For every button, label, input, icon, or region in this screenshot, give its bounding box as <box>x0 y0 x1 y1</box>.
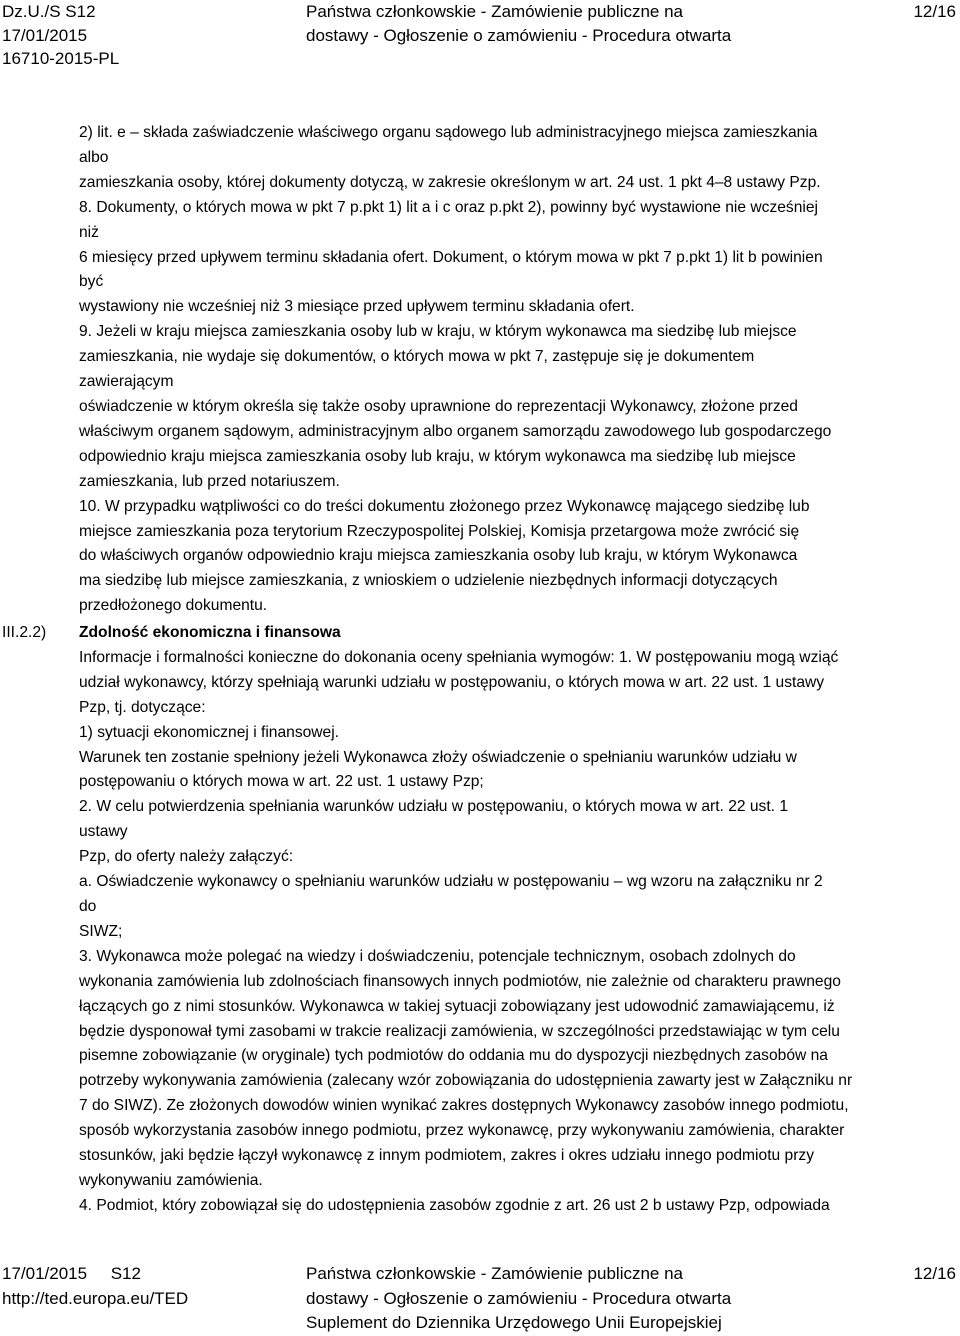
text-line: będzie dysponował tymi zasobami w trakcie realizacji zamówienia, w szczególności przedstawiając w tym celu <box>79 1022 840 1040</box>
text-line: niż <box>79 223 99 241</box>
header-notice-id: 16710-2015-PL <box>2 49 120 68</box>
text-line: zawierającym <box>79 373 174 391</box>
text-line: 9. Jeżeli w kraju miejsca zamieszkania osoby lub w kraju, w którym wykonawca ma siedzibę lub miejsce <box>79 323 797 341</box>
text-line: 2) lit. e – składa zaświadczenie właściwego organu sądowego lub administracyjnego miejsca zamieszkania <box>79 124 818 141</box>
text-line: Pzp, tj. dotyczące: <box>79 698 206 716</box>
footer-title-line-1: Państwa członkowskie - Zamówienie publiczne na <box>306 1264 684 1283</box>
text-line: stosunków, jaki będzie łączył wykonawcę z innym podmiotem, zakres i okres udziału innego podmiotu przy <box>79 1147 814 1165</box>
text-line: właściwym organem sądowym, administracyjnym albo organem samorządu zawodowego lub gospodarczego <box>79 422 832 440</box>
section-continued-body <box>79 121 957 619</box>
header-center <box>306 0 732 47</box>
header-journal-ref: Dz.U./S S12 <box>2 2 96 21</box>
text-line: 8. Dokumenty, o których mowa w pkt 7 p.pkt 1) lit a i c oraz p.pkt 2), powinny być wystawione nie wcześniej <box>79 198 818 216</box>
footer-right <box>913 1262 956 1287</box>
text-line: 1) sytuacji ekonomicznej i finansowej. <box>79 723 340 741</box>
page-header <box>0 0 960 72</box>
text-line: łączących go z nimi stosunków. Wykonawca w takiej sytuacji zobowiązany jest udowodnić zamawiającemu, iż <box>79 997 835 1015</box>
footer-title-line-2: dostawy - Ogłoszenie o zamówieniu - Procedura otwarta <box>306 1288 732 1308</box>
text-line: postępowaniu o których mowa w art. 22 ust. 1 ustawy Pzp; <box>79 773 484 791</box>
header-right <box>913 0 956 24</box>
text-line: potrzeby wykonywania zamówienia (zalecany wzór zobowiązania do udostępnienia zawarty jest w Załączniku nr <box>79 1072 853 1090</box>
footer-left <box>2 1262 188 1311</box>
footer-page-number: 12/16 <box>913 1264 956 1283</box>
section-iii-2-2-body <box>79 621 957 1219</box>
footer-center <box>306 1262 732 1336</box>
text-line: wykonywaniu zamówienia. <box>79 1171 263 1189</box>
text-line: wykonania zamówienia lub zdolnościach finansowych innych podmiotów, nie zależnie od charakteru prawnego <box>79 972 841 990</box>
text-line: do właściwych organów odpowiednio kraju miejsca zamieszkania osoby lub kraju, w którym Wykonawca <box>79 547 798 565</box>
text-line: Pzp, do oferty należy załączyć: <box>79 848 294 866</box>
header-title-line-1: Państwa członkowskie - Zamówienie publiczne na <box>306 2 684 21</box>
text-line: pisemne zobowiązanie (w oryginale) tych podmiotów do oddania mu do dyspozycji niezbędnych zasobów na <box>79 1047 828 1065</box>
text-line: zamieszkania, nie wydaje się dokumentów, o których mowa w pkt 7, zastępuje się je dokumentem <box>79 348 755 366</box>
footer-supplement: Suplement do Dziennika Urzędowego Unii Europejskiej <box>306 1313 722 1332</box>
text-line: Informacje i formalności konieczne do dokonania oceny spełniania wymogów: 1. W postępowaniu mogą wziąć <box>79 648 839 666</box>
text-line: odpowiednio kraju miejsca zamieszkania osoby lub kraju, w którym wykonawca ma siedzibę lub miejsce <box>79 447 796 465</box>
text-line: ma siedzibę lub miejsce zamieszkania, z wnioskiem o udzielenie niezbędnych informacji dotyczących <box>79 572 778 590</box>
section-number: III.2.2) <box>2 624 47 641</box>
text-line: 7 do SIWZ). Ze złożonych dowodów winien wynikać zakres dostępnych Wykonawcy zasobów innego podmiotu, <box>79 1097 849 1115</box>
text-line: zamieszkania, lub przed notariuszem. <box>79 472 340 490</box>
header-title-line-2: dostawy - Ogłoszenie o zamówieniu - Procedura otwarta <box>306 25 732 45</box>
text-line: albo <box>79 148 109 166</box>
text-line: sposób wykorzystania zasobów innego podmiotu, przez wykonawcę, przy wykonywaniu zamówienia, charakter <box>79 1122 845 1140</box>
text-line: 2. W celu potwierdzenia spełniania warunków udziału w postępowaniu, o których mowa w art. 22 ust. 1 <box>79 798 789 816</box>
text-line: wystawiony nie wcześniej niż 3 miesiące przed upływem terminu składania ofert. <box>79 298 635 316</box>
text-line: ustawy <box>79 823 128 841</box>
text-line: 3. Wykonawca może polegać na wiedzy i doświadczeniu, potencjale technicznym, osobach zdolnych do <box>79 947 796 965</box>
header-date: 17/01/2015 <box>2 25 88 45</box>
text-line: 4. Podmiot, który zobowiązał się do udostępnienia zasobów zgodnie z art. 26 ust 2 b ustawy Pzp, odpowiada <box>79 1196 830 1214</box>
text-line: do <box>79 897 97 915</box>
text-line: 6 miesięcy przed upływem terminu składania ofert. Dokument, o którym mowa w pkt 7 p.pkt 1) lit b powinien <box>79 248 823 266</box>
footer-url: http://ted.europa.eu/TED <box>2 1288 189 1308</box>
page-footer <box>0 1262 960 1334</box>
text-line: a. Oświadczenie wykonawcy o spełnianiu warunków udziału w postępowaniu – wg wzoru na załączniku nr 2 <box>79 873 823 891</box>
text-line: oświadczenie w którym określa się także osoby uprawnione do reprezentacji Wykonawcy, złożone przed <box>79 397 798 415</box>
header-left <box>2 0 119 71</box>
section-heading: Zdolność ekonomiczna i finansowa <box>79 624 341 641</box>
footer-date-series: 17/01/2015 S12 <box>2 1264 141 1283</box>
text-line: być <box>79 273 104 291</box>
text-line: udział wykonawcy, którzy spełniają warunki udziału w postępowaniu, o których mowa w art. 22 ust. 1 ustawy <box>79 673 825 691</box>
text-line: przedłożonego dokumentu. <box>79 597 268 615</box>
text-line: miejsce zamieszkania poza terytorium Rzeczypospolitej Polskiej, Komisja przetargowa może zwrócić się <box>79 522 800 540</box>
text-line: 10. W przypadku wątpliwości co do treści dokumentu złożonego przez Wykonawcę mającego siedzibę lub <box>79 497 810 515</box>
text-line: Warunek ten zostanie spełniony jeżeli Wykonawca złoży oświadczenie o spełnianiu warunków udziału w <box>79 748 797 766</box>
text-line: zamieszkania osoby, której dokumenty dotyczą, w zakresie określonym w art. 24 ust. 1 pkt 4–8 ustawy Pzp. <box>79 173 821 191</box>
text-line: SIWZ; <box>79 922 123 940</box>
header-page-number: 12/16 <box>913 2 956 21</box>
